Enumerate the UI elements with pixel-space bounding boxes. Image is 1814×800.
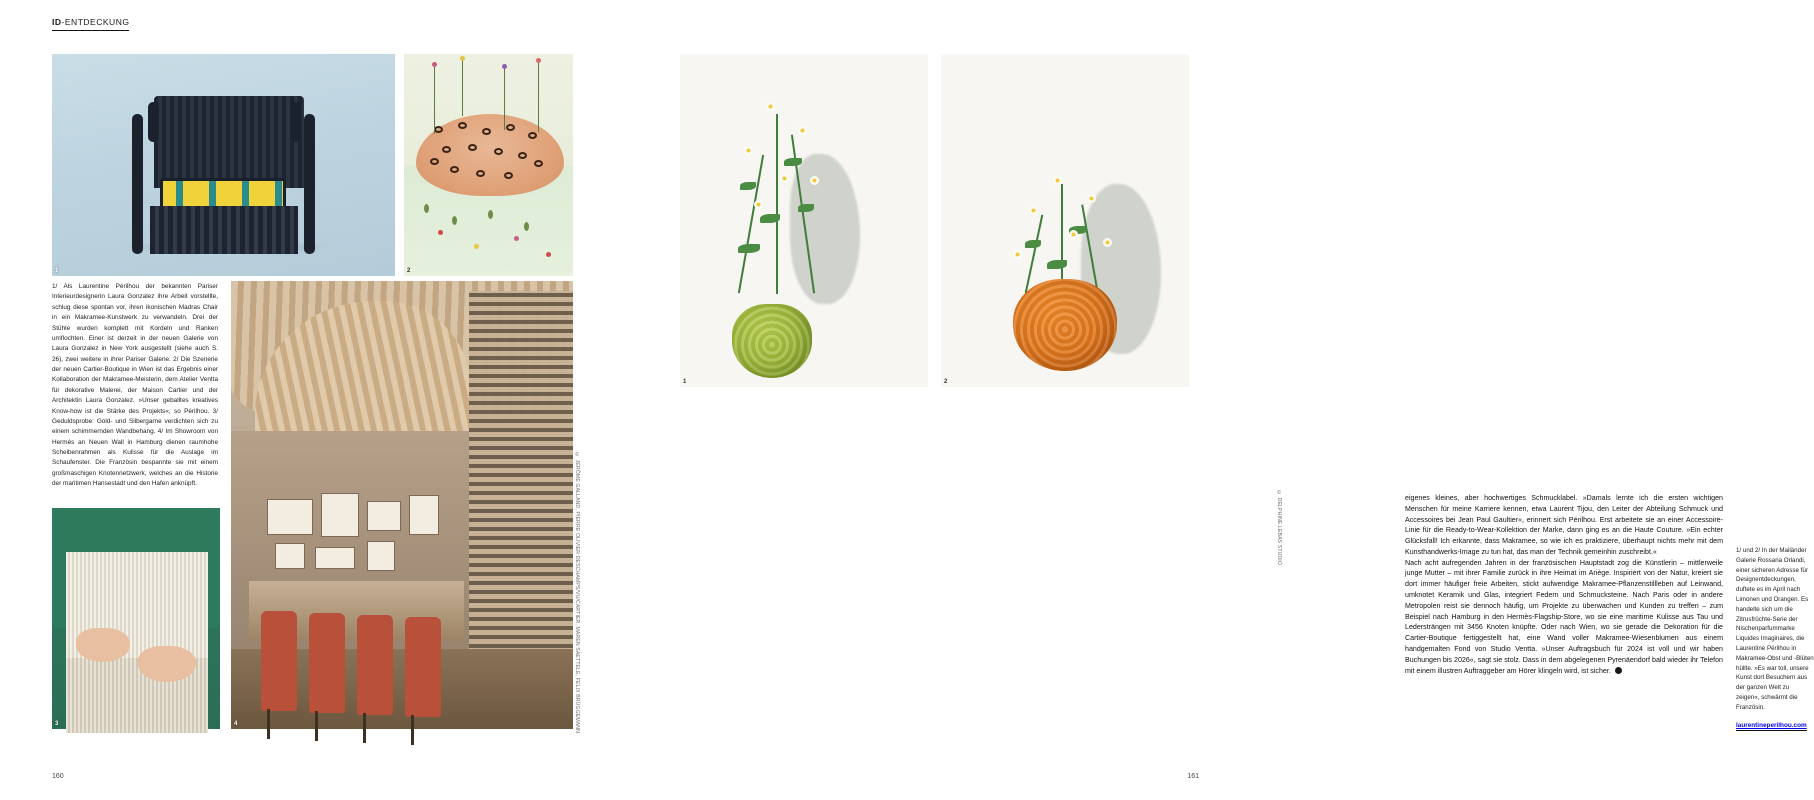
stool	[357, 615, 393, 715]
macrame-hands-photo	[52, 508, 220, 729]
macrame-plant-orange-photo	[941, 54, 1189, 387]
article-body	[1405, 493, 1723, 676]
macrame-plant-green-photo	[680, 54, 928, 387]
folio-left: 160	[52, 773, 64, 780]
figure-number: 1	[683, 379, 687, 385]
hand-left	[76, 628, 130, 662]
chair-post-left	[132, 114, 143, 254]
figure-number: 2	[407, 268, 411, 274]
wall-frame	[267, 499, 313, 535]
wall-frame	[367, 501, 401, 531]
end-mark-icon	[1615, 667, 1622, 674]
chair-illustration	[52, 54, 395, 276]
kicker-rest: -ENTDECKUNG	[61, 17, 130, 27]
cartier-boutique-interior-photo	[231, 281, 573, 729]
green-macrame-vase	[732, 304, 812, 378]
wallpaper-fabric-photo	[404, 54, 573, 276]
chair-post-back-left	[148, 102, 159, 142]
caption-left: 1/ Als Laurentine Périlhou der bekannten Pariser Interieurdesignerin Laura Gonzalez ihre Arbeit vorstellte, schlug diese spontan vor, ihren ikonischen Madras Chair in ein Makramee-Kunstwerk zu verwandeln. Drei der Stühle wurden komplett mit Kordeln und Ranken umflochten. Einer ist derzeit in der neuen Galerie von Laura Gonzalez in New York ausgestellt (siehe auch S. 26), zwei weitere in ihrer Pariser Galerie. 2/ Die Szenerie der neuen Cartier-Boutique in Wien ist das Ergebnis einer Kollaboration der Makramee-Meisterin, dem Atelier Ventta für dekorative Malerei, der Maison Cartier und der Architektin Laura Gonzalez. »Unser geballtes kreatives Know-how ist die Stärke des Projekts«, so Périlhou. 3/ Geduldsprobe: Gold- und Silbergarne verdichten sich zu einem schimmernden Wandbehang. 4/ Im Showroom von Hermès an Neuen Wall in Hamburg dienen raumhohe Scheibenrahmen als Kulisse für die Auslage im Schaufenster. Die Französin bespannte sie mit einem großmaschigen Knotennetzwerk, welches an die Historie der maritimen Hansestadt und den Hafen anknüpft.	[52, 283, 218, 488]
chair-apron	[150, 206, 298, 254]
section-kicker	[52, 17, 129, 31]
figure-number: 2	[944, 379, 948, 385]
madras-chair-photo	[52, 54, 395, 276]
chair-backrest	[154, 96, 304, 188]
chair-post-right	[304, 114, 315, 254]
folio-right: 161	[1187, 773, 1199, 780]
stool	[309, 613, 345, 713]
page-left	[0, 0, 625, 800]
stool	[261, 611, 297, 711]
website-link[interactable]: laurentineperilhou.com	[1736, 722, 1807, 729]
wall-frame	[409, 495, 439, 535]
figure-number: 4	[234, 721, 238, 727]
wall-frame	[315, 547, 355, 569]
body-paragraph-2	[1405, 558, 1723, 677]
page-right	[625, 0, 1814, 800]
figure-number: 3	[55, 721, 59, 727]
orange-macrame-vase	[1013, 279, 1117, 371]
photo-credit-left: © JÉRÔME GALLAND, PIERRE OLIVIER DESCHAMPS/VU/CARTIER, MAREN SAETTELE, FELIX BRÜGGEMANN	[574, 452, 580, 734]
wall-frame	[321, 493, 359, 537]
kicker-bold: ID	[52, 17, 62, 27]
caption-right: 1/ und 2/ In der Mailänder Galerie Rossana Orlandi, einer sicheren Adresse für Designentdeckungen, duftete es im April nach Limonen und Orangen. Es handelte sich um die Zitrusfrüchte-Serie der Nischenparfummarke Liquides Imaginaires, die Laurentine Périlhou in Makramee-Obst und -Blüten hüllte. »Es war toll, unsere Kunst dort Besuchern aus der ganzen Welt zu zeigen«, schwärmt die Französin.	[1736, 547, 1814, 711]
body-paragraph-1: eigenes kleines, aber hochwertiges Schmucklabel. »Damals lernte ich die ersten wichtigen Menschen für meine Karriere kennen, etwa Laurent Tijou, den Leiter der Abteilung Schmuck und Accessoires bei Jean Paul Gaultier«, erinnert sich Périlhou. Erst arbeitete sie an einer Accessoire-Linie für die Ready-to-Wear-Kollektion der Marke, dann ging es an die Haute Couture. »Ein echter Glücksfall! Ich erkannte, dass Makramee, so wie ich es praktiziere, überhaupt nichts mehr mit dem Kunsthandwerks-Image zu tun hat, das man der Technik gemeinhin zuschreibt.«	[1405, 494, 1723, 556]
body-paragraph-2-text: Nach acht aufregenden Jahren in der französischen Hauptstadt zog die Künstlerin – mittlerweile junge Mutter – mit ihrer Familie zurück in ihre Heimat im Ariège. Inspiriert von der Natur, kreiert sie dort immer häufiger freie Arbeiten, stickt aufwendige Makramee-Pflanzenstillleben auf Leinwand, umknotet Keramik und Glas, integriert Federn und Schmucksteine. Nach Paris oder in andere Metropolen reist sie dennoch häufig, um Projekte zu überwachen und Kunden zu treffen – zum Beispiel nach Hamburg in den Hermès-Flagship-Store, wo sie eine maritime Kulisse aus Tau und Ledersträngen mit 3456 Knoten knüpfte. Oder nach Wien, wo sie gerade die Dekoration für die Cartier-Boutique fertiggestellt hat, eine Wand voller Makramee-Wiesenblumen aus einem handgemalten Fond von Studio Ventta. »Unser Auftragsbuch für 2024 ist voll und wir haben Buchungen bis 2026«, sagt sie stolz. Dass in dem abgelegenen Pyrenäendorf bald wieder ihr Telefon mit einem illustren Auftraggeber am Hörer klingeln wird, ist sicher.	[1405, 558, 1723, 675]
stool	[405, 617, 441, 717]
chair-post-back-right	[290, 102, 301, 142]
photo-credit-right: © DELPHINE LEBAS STUDIO	[1276, 490, 1282, 565]
hand-right	[138, 646, 196, 682]
wall-frame	[275, 543, 305, 569]
chair-body	[132, 96, 317, 246]
figure-number: 1	[55, 268, 59, 274]
wall-frame	[367, 541, 395, 571]
